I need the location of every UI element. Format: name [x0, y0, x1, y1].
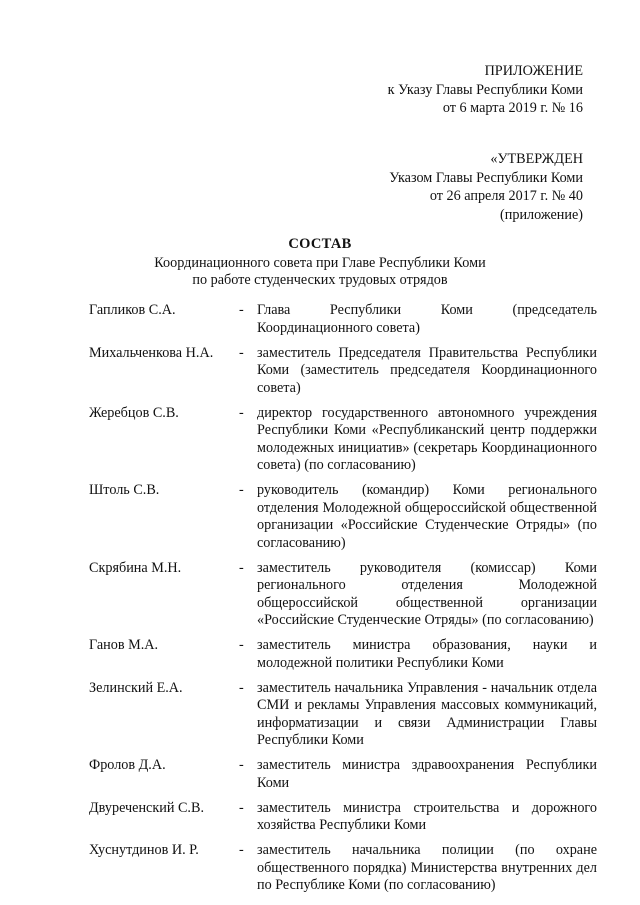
member-role: директор государственного автономного учреждения Республики Коми «Республиканский центр поддержки молодежных инициатив» (секретарь Координационного совета) (по согласованию) — [257, 404, 597, 473]
member-dash: - — [239, 344, 244, 361]
member-name: Ганов М.А. — [89, 637, 159, 653]
appendix-header — [388, 62, 583, 118]
member-role: заместитель министра образования, науки и молодежной политики Республики Коми — [257, 637, 597, 671]
member-name: Гапликов С.А. — [89, 302, 176, 318]
appendix-label: ПРИЛОЖЕНИЕ — [484, 63, 583, 79]
member-dash: - — [239, 559, 244, 576]
appendix-decree-date: от 6 марта 2019 г. № 16 — [442, 100, 583, 116]
member-name: Скрябина М.Н. — [89, 559, 182, 576]
member-dash: - — [239, 637, 244, 653]
appendix-decree-ref: к Указу Главы Республики Коми — [387, 81, 583, 98]
list-item — [89, 482, 597, 552]
member-dash: - — [239, 302, 244, 318]
member-name: Михальченкова Н.А. — [89, 344, 214, 361]
member-role: руководитель (командир) Коми регионального отделения Молодежной общероссийской общественной организации «Российские Студенческие Отряды» (по согласованию) — [257, 482, 597, 551]
member-dash: - — [239, 842, 244, 858]
approval-note: (приложение) — [500, 206, 583, 223]
member-dash: - — [239, 482, 244, 498]
member-role: Глава Республики Коми (председатель Координационного совета) — [257, 302, 597, 336]
member-dash: - — [239, 799, 244, 816]
list-item — [89, 560, 597, 630]
member-role: заместитель руководителя (комиссар) Коми регионального отделения Молодежной общероссийской общественной организации «Российские Студенческие Отряды» (по согласованию) — [257, 559, 597, 628]
page-title: СОСТАВ — [288, 236, 352, 252]
member-name: Жеребцов С.В. — [89, 404, 179, 421]
member-role: заместитель Председателя Правительства Республики Коми (заместитель председателя Координационного совета) — [257, 344, 597, 396]
member-name: Хуснутдинов И. Р. — [89, 842, 199, 858]
member-name: Штоль С.В. — [89, 482, 160, 498]
member-role: заместитель министра строительства и дорожного хозяйства Республики Коми — [257, 799, 597, 833]
approval-decree-date: от 26 апреля 2017 г. № 40 — [429, 188, 583, 204]
member-role: заместитель начальника полиции (по охране общественного порядка) Министерства внутренних дел по Республике Коми (по согласованию) — [257, 842, 597, 893]
member-dash: - — [239, 404, 244, 421]
document-heading — [0, 236, 640, 290]
list-item — [89, 680, 597, 750]
approval-label: «УТВЕРЖДЕН — [490, 151, 583, 167]
approval-stamp — [389, 150, 583, 224]
page-subtitle-line2: по работе студенческих трудовых отрядов — [192, 272, 448, 288]
member-role: заместитель начальника Управления - начальник отдела СМИ и рекламы Управления массовых коммуникаций, информатизации и связи Администрации Главы Республики Коми — [257, 679, 597, 748]
member-dash: - — [239, 757, 244, 773]
list-item — [89, 637, 597, 672]
approval-decree-ref: Указом Главы Республики Коми — [389, 169, 583, 186]
members-list — [89, 302, 597, 902]
page-subtitle-line1: Координационного совета при Главе Республики Коми — [154, 254, 486, 271]
list-item — [89, 302, 597, 337]
list-item — [89, 842, 597, 895]
member-name: Зелинский Е.А. — [89, 679, 183, 696]
member-dash: - — [239, 679, 244, 696]
member-name: Двуреченский С.В. — [89, 799, 204, 816]
member-role: заместитель министра здравоохранения Республики Коми — [257, 757, 597, 791]
list-item — [89, 345, 597, 398]
list-item — [89, 405, 597, 475]
list-item — [89, 757, 597, 792]
list-item — [89, 800, 597, 835]
member-name: Фролов Д.А. — [89, 757, 166, 773]
